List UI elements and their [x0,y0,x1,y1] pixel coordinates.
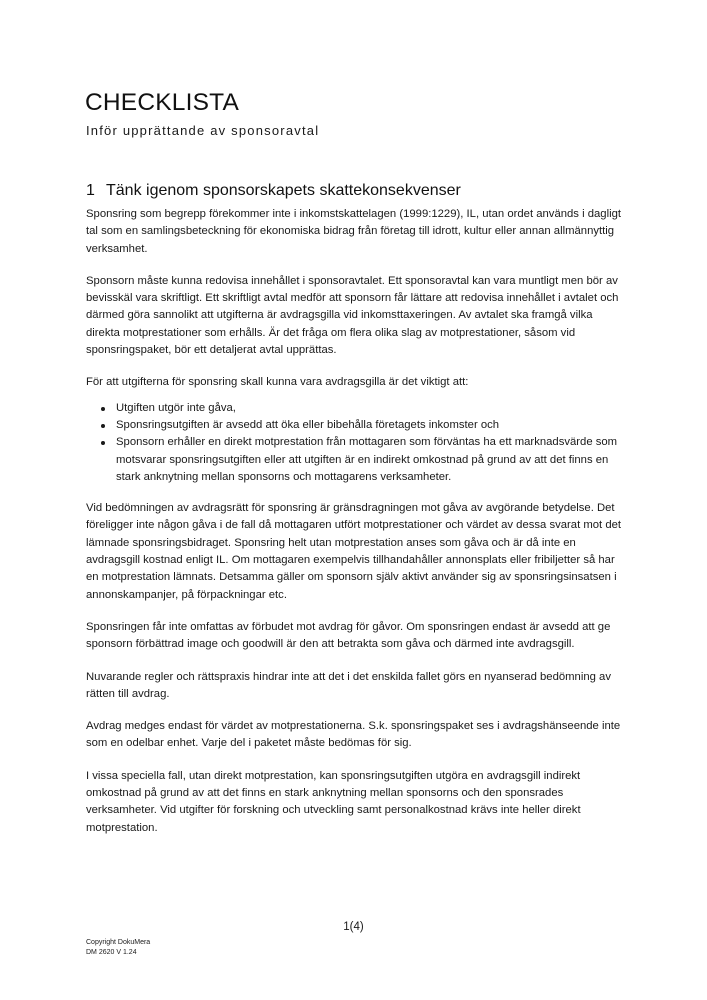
footer-copyright: Copyright DokuMera [86,939,151,946]
body-paragraph: Sponsorn måste kunna redovisa innehållet i sponsoravtalet. Ett sponsoravtal kan vara muntligt men bör av bevisskäl vara skriftligt. Ett skriftligt avtal medför att sponsorn får lättare att redovisa innehållet i avtalet och därmed göra sannolikt att utgifterna är avdragsgilla vid inkomsttaxeringen. Av avtalet ska framgå vilka direkta motprestationer som erhålls. Är det fråga om flera olika slag av motprestationer, såsom vid sponsringspaket, bör ett detaljerat avtal upprättas. [86,274,619,357]
page-number: 1(4) [343,921,364,933]
list-item: Sponsorn erhåller en direkt motprestation från mottagaren som förväntas ha ett marknadsvärde som motsvarar sponsringsutgiften eller att utgiften är en indirekt omkostnad på grund av att det finns en stark anknytning mellan sponsorns och mottagarens verksamheter. [116,434,626,486]
body-paragraph: Sponsring som begrepp förekommer inte i inkomstskattelagen (1999:1229), IL, utan ordet används i dagligt tal som en samlingsbeteckning för ekonomiska bidrag från företag till idrott, kultur eller annan allmännyttig verksamhet. [86,208,622,255]
footer-doc-id: DM 2620 V 1.24 [86,949,137,956]
document-title: CHECKLISTA [85,89,240,116]
requirements-list [86,400,626,486]
footer [86,938,150,958]
document-subtitle: Inför upprättande av sponsoravtal [86,123,320,138]
body-paragraph: Avdrag medges endast för värdet av motprestationerna. S.k. sponsringspaket ses i avdragshänseende inte som en odelbar enhet. Varje del i paketet måste bedömas för sig. [86,720,621,750]
body-paragraph: Sponsringen får inte omfattas av förbudet mot avdrag för gåvor. Om sponsringen endast är avsedd att ge sponsorn förbättrad image och goodwill är den att betrakta som gåva och därmed inte avdragsgill. [86,620,611,651]
section-heading-text: Tänk igenom sponsorskapets skattekonsekvenser [106,182,461,199]
list-item: Utgiften utgör inte gåva, [116,400,626,417]
section-heading [86,181,461,201]
section-number: 1 [86,182,95,199]
body-paragraph: Vid bedömningen av avdragsrätt för sponsring är gränsdragningen mot gåva av avgörande betydelse. Det föreligger inte någon gåva i de fall då mottagaren utfört motprestationer och värdet av dessa svarat mot det lämnade sponsringsbidraget. Sponsring helt utan motprestation anses som gåva och är då inte en avdragsgill kostnad enligt IL. Om mottagaren exempelvis tillhandahåller annonsplats eller fribiljetter så har en motprestation lämnats. Detsamma gäller om sponsorn själv aktivt använder sig av sponsringsinsatsen i annonskampanjer, på förpackningar etc. [86,502,622,601]
body-paragraph: Nuvarande regler och rättspraxis hindrar inte att det i det enskilda fallet görs en nyanserad bedömning av rätten till avdrag. [86,670,611,700]
body-paragraph: För att utgifterna för sponsring skall kunna vara avdragsgilla är det viktigt att: [86,376,469,389]
document-body [86,206,626,852]
body-paragraph: I vissa speciella fall, utan direkt motprestation, kan sponsringsutgiften utgöra en avdragsgill indirekt omkostnad på grund av att det finns en stark anknytning mellan sponsorns och den sponsrades verksamheter. Vid utgifter för forskning och utveckling samt personalkostnad krävs inte heller direkt motprestation. [86,769,581,834]
list-item: Sponsringsutgiften är avsedd att öka eller bibehålla företagets inkomster och [116,417,626,434]
